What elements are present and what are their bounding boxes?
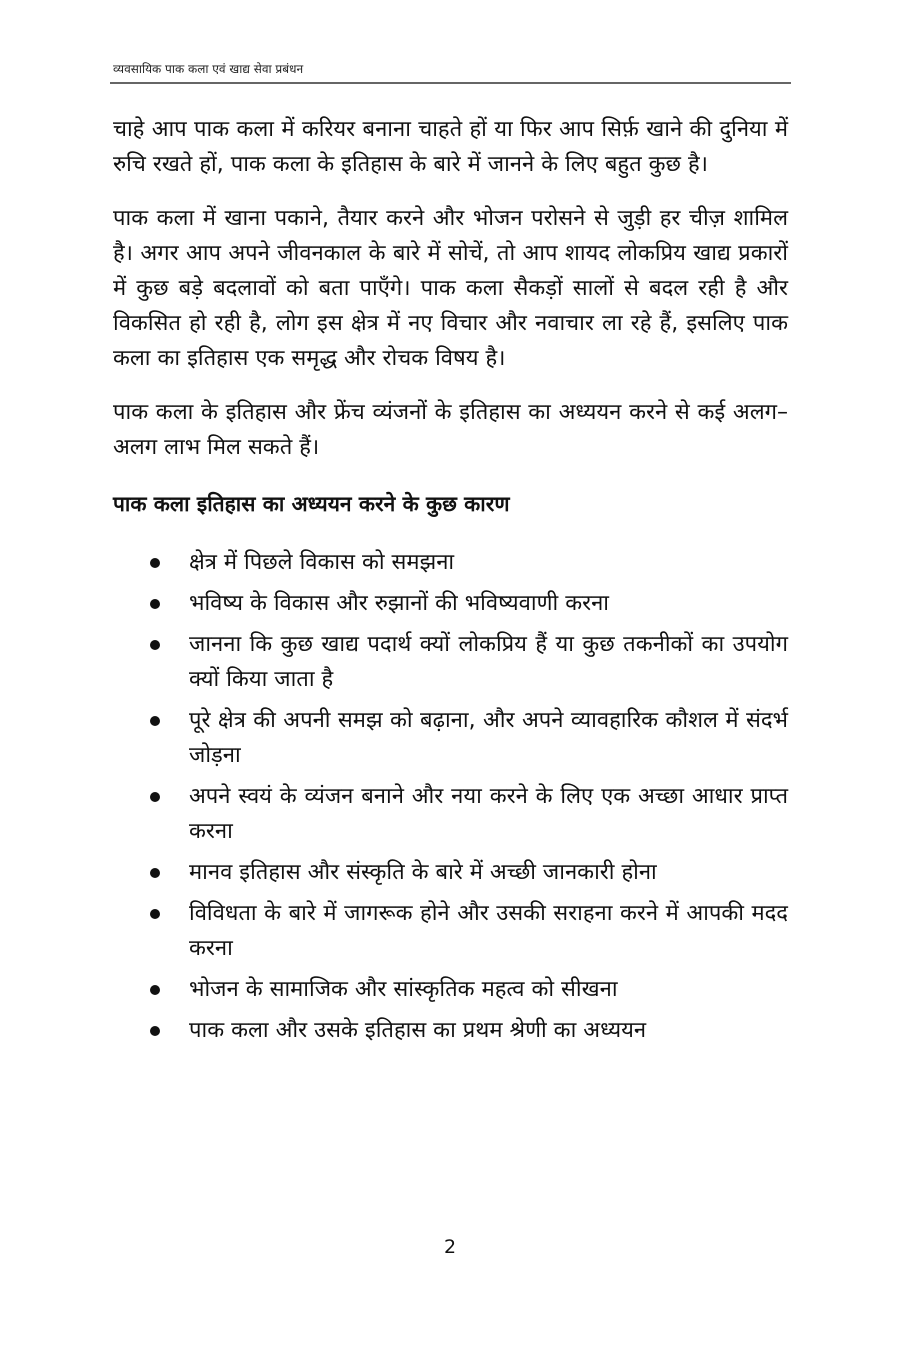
list-item (113, 586, 788, 621)
bullet-icon (150, 868, 160, 878)
list-item-text: पूरे क्षेत्र की अपनी समझ को बढ़ाना, और अपने व्यावहारिक कौशल में संदर्भ जोड़ना (189, 708, 788, 768)
running-header: व्यवसायिक पाक कला एवं खाद्य सेवा प्रबंधन (113, 62, 304, 76)
list-item (113, 627, 788, 697)
paragraph-benefits: पाक कला के इतिहास और फ्रेंच व्यंजनों के इतिहास का अध्ययन करने से कई अलग–अलग लाभ मिल सकते हैं। (113, 400, 788, 460)
list-item-text: भविष्य के विकास और रुझानों की भविष्यवाणी करना (189, 591, 610, 616)
bullet-icon (150, 558, 160, 568)
section-heading: पाक कला इतिहास का अध्ययन करने के कुछ कारण (113, 492, 510, 516)
bullet-icon (150, 716, 160, 726)
list-item (113, 703, 788, 773)
page-number: 2 (443, 1236, 457, 1258)
list-item-text: अपने स्वयं के व्यंजन बनाने और नया करने के लिए एक अच्छा आधार प्राप्त करना (189, 784, 788, 844)
bullet-icon (150, 909, 160, 919)
list-item-text: विविधता के बारे में जागरूक होने और उसकी सराहना करने में आपकी मदद करना (189, 901, 788, 961)
paragraph-intro: चाहे आप पाक कला में करियर बनाना चाहते हों या फिर आप सिर्फ़ खाने की दुनिया में रुचि रखते हों, पाक कला के इतिहास के बारे में जानने के लिए बहुत कुछ है। (113, 117, 788, 177)
list-item-text: पाक कला और उसके इतिहास का प्रथम श्रेणी का अध्ययन (189, 1018, 647, 1043)
paragraph-scope: पाक कला में खाना पकाने, तैयार करने और भोजन परोसने से जुड़ी हर चीज़ शामिल है। अगर आप अपने जीवनकाल के बारे में सोचें, तो आप शायद लोकप्रिय खाद्य प्रकारों में कुछ बड़े बदलावों को बता पाएँगे। पाक कला सैकड़ों सालों से बदल रही है और विकसित हो रही है, लोग इस क्षेत्र में नए विचार और नवाचार ला रहे हैं, इसलिए पाक कला का इतिहास एक समृद्ध और रोचक विषय है। (113, 206, 788, 371)
list-item-text: क्षेत्र में पिछले विकास को समझना (189, 550, 455, 575)
reasons-list (113, 545, 788, 1048)
page-body (113, 112, 788, 1054)
bullet-icon (150, 599, 160, 609)
list-item (113, 545, 788, 580)
list-item (113, 855, 788, 890)
bullet-icon (150, 985, 160, 995)
list-item (113, 972, 788, 1007)
list-item-text: भोजन के सामाजिक और सांस्कृतिक महत्व को सीखना (189, 977, 618, 1002)
bullet-icon (150, 1026, 160, 1036)
list-item (113, 779, 788, 849)
header-divider (110, 82, 791, 84)
list-item (113, 896, 788, 966)
list-item-text: जानना कि कुछ खाद्य पदार्थ क्यों लोकप्रिय हैं या कुछ तकनीकों का उपयोग क्यों किया जाता है (189, 632, 788, 692)
bullet-icon (150, 792, 160, 802)
bullet-icon (150, 640, 160, 650)
list-item (113, 1013, 788, 1048)
list-item-text: मानव इतिहास और संस्कृति के बारे में अच्छी जानकारी होना (189, 860, 657, 885)
